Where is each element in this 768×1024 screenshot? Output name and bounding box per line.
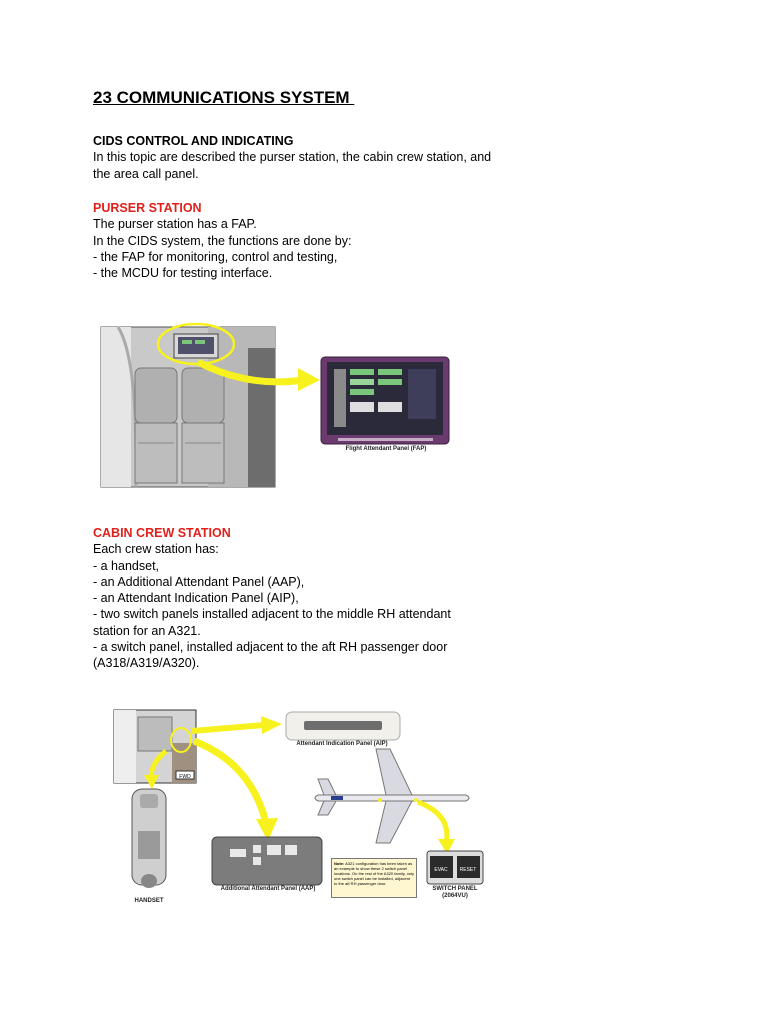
- purser-line: In the CIDS system, the functions are done by:: [93, 233, 352, 248]
- cabin-line: station for an A321.: [93, 623, 201, 638]
- purser-section: [93, 200, 351, 281]
- aip-caption: Attendant Indication Panel (AIP): [296, 741, 388, 747]
- cabin-section: [93, 525, 451, 672]
- purser-line: - the FAP for monitoring, control and testing,: [93, 249, 338, 264]
- cabin-heading: CABIN CREW STATION: [93, 526, 231, 540]
- reset-label: RESET: [459, 867, 477, 873]
- purser-station-illustration: [98, 318, 454, 490]
- figure-cabin-crew-station: [96, 703, 488, 908]
- intro-line: the area call panel.: [93, 166, 199, 181]
- figure-note: [331, 858, 417, 898]
- intro-heading: CIDS CONTROL AND INDICATING: [93, 134, 294, 148]
- switch-panel-caption: SWITCH PANEL: [432, 886, 478, 892]
- cabin-line: - a handset,: [93, 558, 160, 573]
- cabin-line: - an Additional Attendant Panel (AAP),: [93, 574, 305, 589]
- intro-section: [93, 133, 491, 182]
- switch-panel-code: (2064VU): [442, 893, 468, 899]
- purser-heading: PURSER STATION: [93, 201, 202, 215]
- purser-line: - the MCDU for testing interface.: [93, 266, 273, 281]
- aap-caption: Additional Attendant Panel (AAP): [220, 886, 316, 892]
- cabin-line: - two switch panels installed adjacent to the middle RH attendant: [93, 607, 451, 622]
- cabin-line: Each crew station has:: [93, 542, 219, 557]
- intro-line: In this topic are described the purser station, the cabin crew station, and: [93, 150, 492, 165]
- handset-caption: HANDSET: [134, 898, 164, 904]
- note-title: Note:: [334, 861, 345, 866]
- cabin-line: - an Attendant Indication Panel (AIP),: [93, 591, 299, 606]
- page-title: 23 COMMUNICATIONS SYSTEM: [93, 88, 355, 107]
- evac-label: EVAC: [434, 867, 448, 873]
- cabin-line: (A318/A319/A320).: [93, 656, 200, 671]
- note-text: A321 configuration has been taken as an example to show these 2 switch panel locations. On the rest of the A320 family, only one switch panel can be installed, adjacent to the aft RH passenger door.: [334, 861, 414, 886]
- fwd-label: FWD: [179, 774, 191, 780]
- cabin-line: - a switch panel, installed adjacent to the aft RH passenger door: [93, 640, 448, 655]
- cabin-crew-station-illustration: [96, 703, 488, 908]
- purser-line: The purser station has a FAP.: [93, 217, 257, 232]
- figure-purser-station: [98, 318, 454, 490]
- fap-caption: Flight Attendant Panel (FAP): [345, 446, 427, 452]
